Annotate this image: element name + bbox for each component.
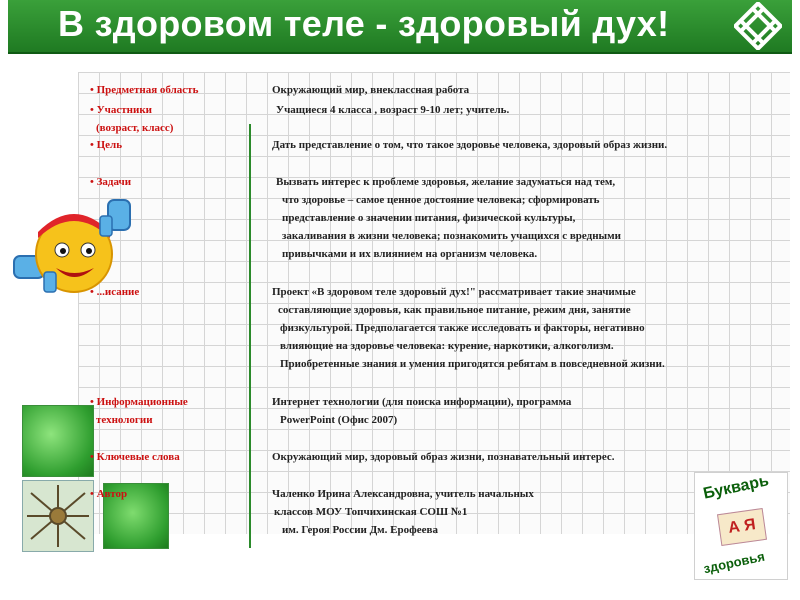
page-title: В здоровом теле - здоровый дух! xyxy=(58,3,670,44)
row-label: • Предметная область xyxy=(90,84,199,96)
row-value: что здоровье – самое ценное достояние человека; сформировать xyxy=(282,194,600,206)
row-value: PowerPoint (Офис 2007) xyxy=(280,414,398,426)
row-value: Вызвать интерес к проблеме здоровья, желание задуматься над тем, xyxy=(276,176,616,188)
row-value: Учащиеся 4 класса , возраст 9-10 лет; учитель. xyxy=(276,104,510,116)
row-value: физкультурой. Предполагается также исследовать и факторы, негативно xyxy=(280,322,645,334)
row-label: • ...исание xyxy=(90,286,140,298)
row-value: им. Героя России Дм. Ерофеева xyxy=(282,524,438,536)
row-value: Чаленко Ирина Александровна, учитель начальных xyxy=(272,488,534,500)
row-value: представление о значении питания, физической культуры, xyxy=(282,212,576,224)
row-value: Проект «В здоровом теле здоровый дух!" рассматривает такие значимые xyxy=(272,286,636,298)
row-value: Приобретенные знания и умения пригодятся ребятам в повседневной жизни. xyxy=(280,358,665,370)
row-label: • Участники xyxy=(90,104,153,116)
row-value: классов МОУ Топчихинская СОШ №1 xyxy=(274,506,468,518)
row-label: • Ключевые слова xyxy=(90,451,180,463)
row-label: • Задачи xyxy=(90,176,132,188)
row-label: • Цель xyxy=(90,139,123,151)
row-sublabel: технологии xyxy=(96,414,153,426)
row-value: влияющие на здоровье человека: курение, наркотики, алкоголизм. xyxy=(280,340,614,352)
row-label: • Информационные xyxy=(90,396,188,408)
badge-subtitle: здоровья xyxy=(702,548,766,577)
row-value: привычками и их влиянием на организм человека. xyxy=(282,248,538,260)
row-value: составляющие здоровья, как правильное питание, режим дня, занятие xyxy=(278,304,631,316)
row-value: Окружающий мир, здоровый образ жизни, познавательный интерес. xyxy=(272,451,615,463)
badge-title: Букварь xyxy=(701,472,771,503)
row-label: • Автор xyxy=(90,488,128,500)
row-value: Интернет технологии (для поиска информации), программа xyxy=(272,396,572,408)
row-value: закаливания в жизни человека; познакомить учащихся с вредными xyxy=(282,230,621,242)
bukvar-zdorovya-badge xyxy=(694,472,788,580)
badge-letters: А Я xyxy=(717,508,767,546)
row-sublabel: (возраст, класс) xyxy=(96,122,174,134)
row-value: Дать представление о том, что такое здоровье человека, здоровый образ жизни. xyxy=(272,139,668,151)
row-value: Окружающий мир, внеклассная работа xyxy=(272,84,470,96)
